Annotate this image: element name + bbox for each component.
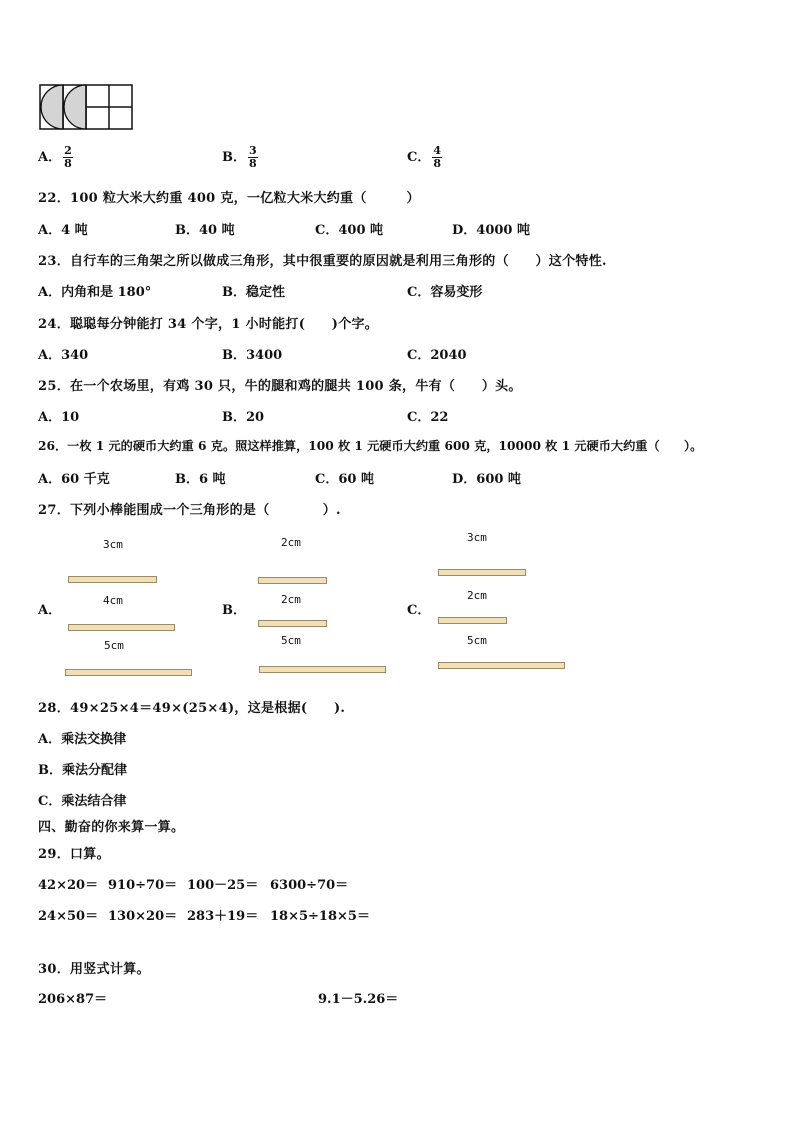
q28-option-b[interactable]: B．乘法分配律	[38, 763, 127, 778]
stick-a2	[68, 624, 176, 632]
fraction-2-8: $\frac{2}{8}$	[64, 144, 72, 170]
stick-label-b3: 5cm	[281, 634, 301, 647]
q28-option-c[interactable]: C．乘法结合律	[38, 794, 127, 809]
stick-label-c2: 2cm	[467, 589, 487, 602]
q23-option-c[interactable]: C．容易变形	[407, 285, 483, 300]
stick-c2	[438, 617, 508, 625]
stick-label-b1: 2cm	[281, 536, 301, 549]
q24-option-b[interactable]: B．3400	[222, 348, 283, 363]
q26-option-d[interactable]: D．600 吨	[452, 472, 521, 487]
q28-option-a[interactable]: A．乘法交换律	[38, 732, 127, 747]
q25-text: 25．在一个农场里，有鸡 30 只，牛的腿和鸡的腿共 100 条，牛有（ ）头。	[38, 379, 522, 394]
q27-option-c[interactable]: C．	[407, 603, 431, 618]
q24-option-a[interactable]: A．340	[38, 348, 89, 363]
q23-option-b[interactable]: B．稳定性	[222, 285, 285, 300]
q26-option-b[interactable]: B．6 吨	[175, 472, 226, 487]
q29-r1-1: 42×20＝	[38, 878, 99, 893]
q21-option-c-letter: C．	[407, 150, 431, 165]
q26-text: 26．一枚 1 元的硬币大约重 6 克。照这样推算，100 枚 1 元硬币大约重 600 克，10000 枚 1 元硬币大约重（ ）。	[38, 439, 703, 453]
q25-option-b[interactable]: B．20	[222, 410, 265, 425]
q26-option-c[interactable]: C．60 吨	[315, 472, 374, 487]
q23-text: 23．自行车的三角架之所以做成三角形，其中很重要的原因就是利用三角形的（ ）这个特性.	[38, 254, 607, 269]
stick-b1	[258, 577, 328, 585]
q21-option-b[interactable]	[222, 145, 258, 170]
stick-a3	[65, 669, 193, 677]
q30-text: 30．用竖式计算。	[38, 962, 150, 977]
q30-item-1: 206×87＝	[38, 992, 108, 1007]
q30-item-2: 9.1－5.26＝	[318, 992, 399, 1007]
q24-text: 24．聪聪每分钟能打 34 个字，1 小时能打( )个字。	[38, 317, 379, 332]
stick-label-c1: 3cm	[467, 531, 487, 544]
fraction-3-8: $\frac{3}{8}$	[249, 144, 257, 170]
q22-text: 22．100 粒大米大约重 400 克，一亿粒大米大约重（ ）	[38, 191, 420, 206]
q22-option-c[interactable]: C．400 吨	[315, 223, 384, 238]
stick-label-c3: 5cm	[467, 634, 487, 647]
q22-option-d[interactable]: D．4000 吨	[452, 223, 530, 238]
q25-option-a[interactable]: A．10	[38, 410, 80, 425]
stick-label-a1: 3cm	[103, 538, 123, 551]
q28-text: 28．49×25×4＝49×(25×4)，这是根据( ).	[38, 701, 346, 716]
q27-text: 27．下列小棒能围成一个三角形的是（ ）.	[38, 503, 341, 518]
q29-r1-4: 6300÷70＝	[270, 878, 349, 893]
q21-option-b-letter: B．	[222, 150, 246, 165]
stick-c3	[438, 662, 566, 670]
stick-b2	[258, 620, 328, 628]
q29-text: 29．口算。	[38, 847, 110, 862]
q27-option-b[interactable]: B．	[222, 603, 246, 618]
stick-c1	[438, 569, 527, 577]
stick-label-a3: 5cm	[104, 639, 124, 652]
stick-a1	[68, 576, 158, 584]
fraction-4-8: $\frac{4}{8}$	[433, 144, 442, 170]
fraction-figure	[39, 84, 133, 130]
q27-option-a[interactable]: A．	[38, 603, 62, 618]
q21-option-a-letter: A．	[38, 150, 62, 165]
q29-r2-3: 283＋19＝	[187, 909, 259, 924]
q29-r1-2: 910÷70＝	[108, 878, 178, 893]
q29-r1-3: 100－25＝	[187, 878, 259, 893]
q22-option-b[interactable]: B．40 吨	[175, 223, 235, 238]
section-title: 四、勤奋的你来算一算。	[38, 820, 185, 835]
q29-r2-4: 18×5÷18×5＝	[270, 909, 370, 924]
q22-option-a[interactable]: A．4 吨	[38, 223, 88, 238]
stick-b3	[259, 666, 387, 674]
q21-option-a[interactable]	[38, 145, 73, 170]
stick-label-a2: 4cm	[103, 594, 123, 607]
q21-option-c[interactable]	[407, 145, 442, 170]
q24-option-c[interactable]: C．2040	[407, 348, 467, 363]
stick-label-b2: 2cm	[281, 593, 301, 606]
q29-r2-2: 130×20＝	[108, 909, 178, 924]
q25-option-c[interactable]: C．22	[407, 410, 449, 425]
q26-option-a[interactable]: A．60 千克	[38, 472, 110, 487]
q23-option-a[interactable]: A．内角和是 180°	[38, 285, 152, 300]
q29-r2-1: 24×50＝	[38, 909, 99, 924]
